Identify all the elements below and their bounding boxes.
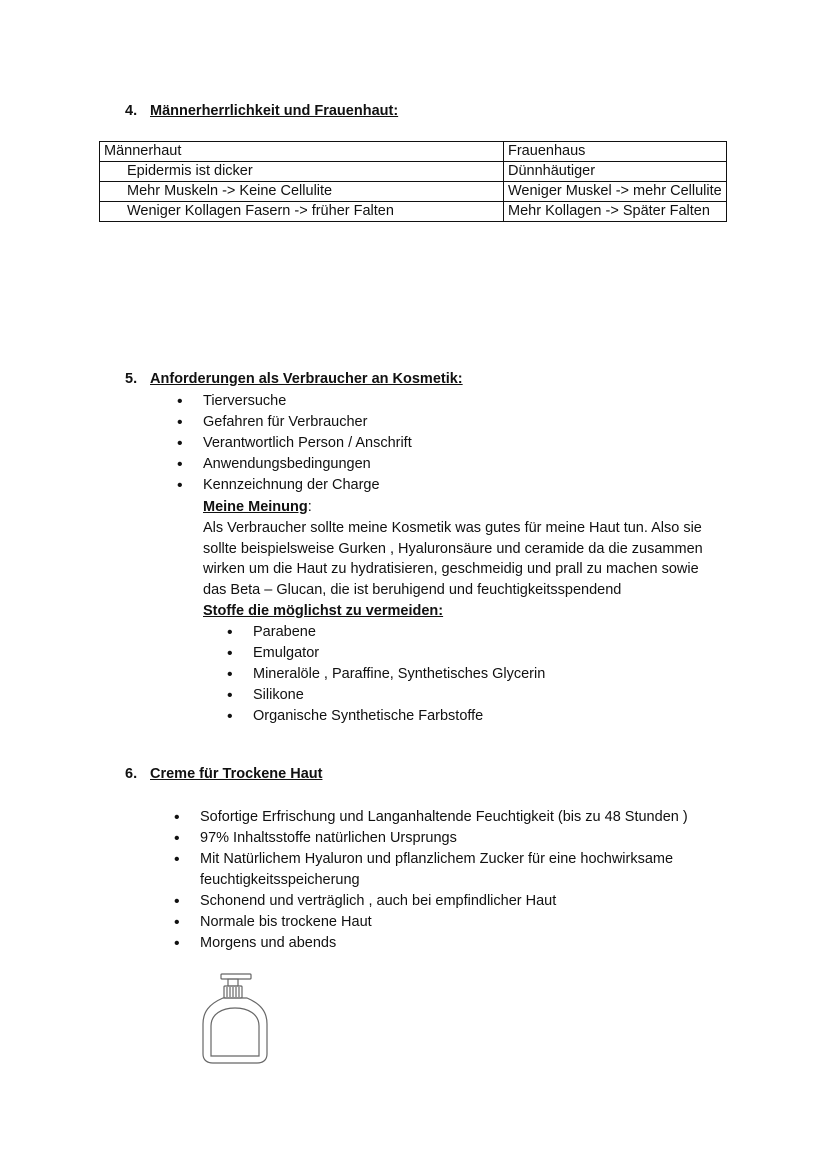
opinion-text: Als Verbraucher sollte meine Kosmetik was gutes für meine Haut tun. Also sie sollte beispielsweise Gurken , Hyaluronsäure und ceramide da die zusammen wirken um die Haut zu hydratisieren, geschmeidig und prall zu machen sowie das Beta – Glucan, die ist beruhigend und feuchtigkeitsspendend <box>203 520 703 598</box>
list-item: • Organische Synthetische Farbstoffe <box>225 706 723 727</box>
table-row <box>100 202 727 222</box>
cream-features-list <box>172 807 732 954</box>
table-header-cell: Männerhaut <box>100 142 504 162</box>
list-item: • Silikone <box>225 685 723 706</box>
opinion-block <box>203 497 723 727</box>
list-item: • Sofortige Erfrischung und Langanhaltende Feuchtigkeit (bis zu 48 Stunden ) <box>172 807 732 828</box>
table-cell: Weniger Kollagen Fasern -> früher Falten <box>100 202 504 222</box>
list-item: • Mineralöle , Paraffine, Synthetisches Glycerin <box>225 664 723 685</box>
section-title: Anforderungen als Verbraucher an Kosmetik: <box>150 371 463 387</box>
section-number: 4. <box>125 103 138 119</box>
list-item: • Parabene <box>225 622 723 643</box>
section-number: 5. <box>125 371 138 387</box>
table-cell: Mehr Kollagen -> Später Falten <box>504 202 727 222</box>
section-5-heading <box>125 371 463 387</box>
list-item: • Kennzeichnung der Charge <box>175 475 412 496</box>
list-item: • Morgens und abends <box>172 933 732 954</box>
section-4-heading <box>125 103 398 119</box>
table-cell: Mehr Muskeln -> Keine Cellulite <box>100 182 504 202</box>
opinion-label: Meine Meinung <box>203 499 308 515</box>
comparison-table <box>99 141 727 222</box>
section-number: 6. <box>125 766 138 782</box>
section-6-heading <box>125 766 322 782</box>
opinion-colon: : <box>307 499 312 515</box>
table-header-cell: Frauenhaus <box>504 142 727 162</box>
section-title: Männerherrlichkeit und Frauenhaut: <box>150 103 399 119</box>
table-row <box>100 162 727 182</box>
table-cell: Epidermis ist dicker <box>100 162 504 182</box>
list-item: • Tierversuche <box>175 391 412 412</box>
list-item: • Emulgator <box>225 643 723 664</box>
avoid-label: Stoffe die möglichst zu vermeiden: <box>203 603 444 619</box>
table-header-row <box>100 142 727 162</box>
avoid-list <box>225 622 723 727</box>
pump-bottle-icon <box>195 970 275 1066</box>
table-row <box>100 182 727 202</box>
list-item: • Anwendungsbedingungen <box>175 454 412 475</box>
list-item: • Gefahren für Verbraucher <box>175 412 412 433</box>
section-title: Creme für Trockene Haut <box>150 766 323 782</box>
table-cell: Dünnhäutiger <box>504 162 727 182</box>
list-item: • Normale bis trockene Haut <box>172 912 732 933</box>
list-item: • 97% Inhaltsstoffe natürlichen Ursprungs <box>172 828 732 849</box>
list-item: • Verantwortlich Person / Anschrift <box>175 433 412 454</box>
requirements-list <box>175 391 412 496</box>
list-item: • Schonend und verträglich , auch bei empfindlicher Haut <box>172 891 732 912</box>
list-item: • Mit Natürlichem Hyaluron und pflanzlichem Zucker für eine hochwirksame feuchtigkeitsspeicherung <box>172 849 732 891</box>
table-cell: Weniger Muskel -> mehr Cellulite <box>504 182 727 202</box>
